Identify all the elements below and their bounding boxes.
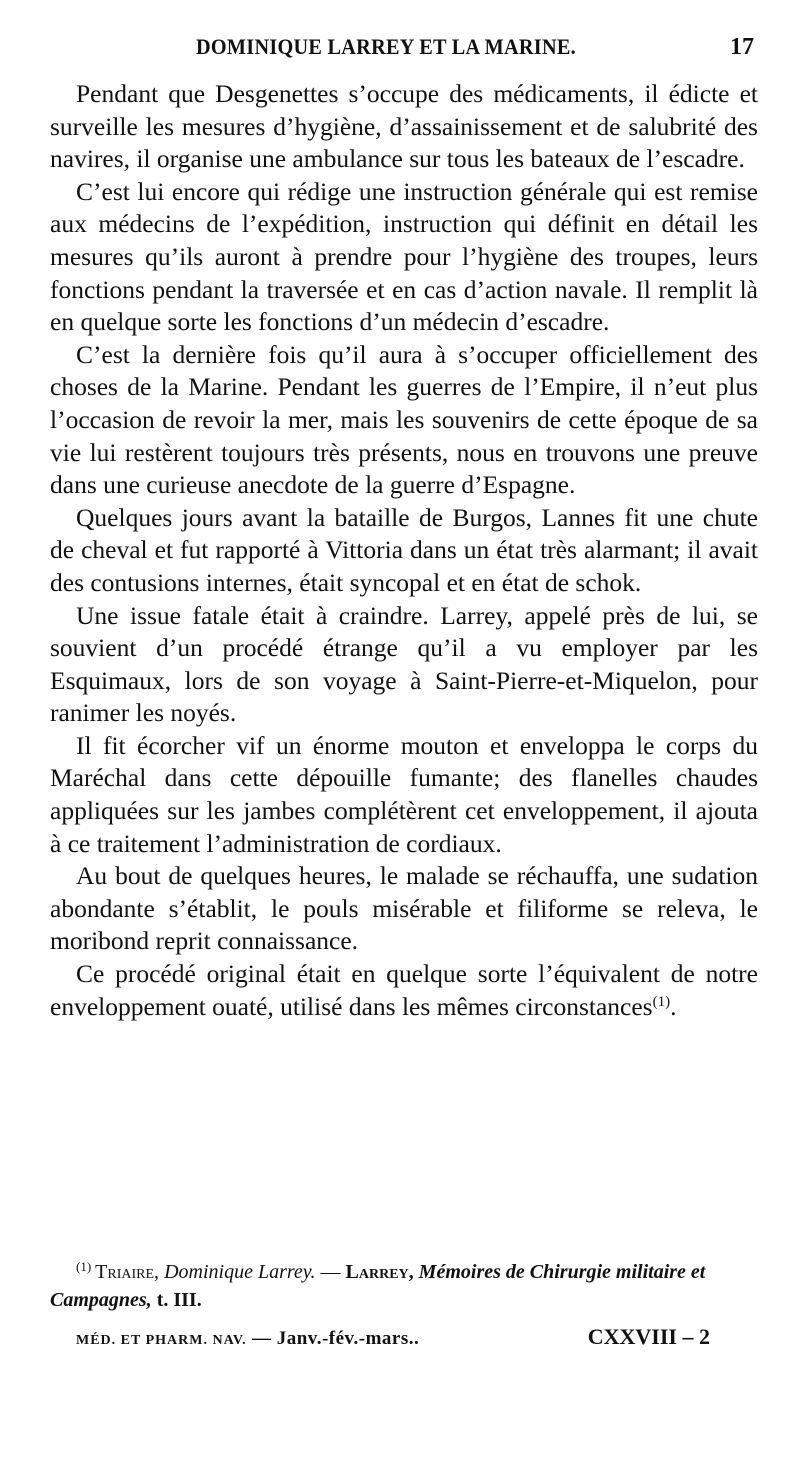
footnote-title-2: Mémoires de Chirurgie militaire et Campagnes, [50,1261,706,1311]
footnote [50,1258,762,1314]
paragraph: C’est lui encore qui rédige une instruction générale qui est remise aux médecins de l’expédition, instruction qui définit en détail les mesures qu’ils auront à prendre pour l’hygiène des troupes, leurs fonctions pendant la traversée et en cas d’action navale. Il remplit là en quelque sorte les fonctions d’un médecin d’escadre. [50,176,758,337]
signature-journal: MÉD. ET PHARM. NAV. [76,1333,247,1348]
footnote-number: (1) [76,1259,92,1274]
printer-signature [76,1324,710,1354]
paragraph: Une issue fatale était à craindre. Larrey, appelé près de lui, se souvient d’un procédé étrange qu’il a vu employer par les Esquimaux, lors de son voyage à Saint-Pierre-et-Miquelon, pour ranimer les noyés. [50,600,758,728]
footnote-title-1: Dominique Larrey. [164,1261,316,1283]
signature-left [76,1328,419,1350]
signature-issue: Janv.-fév.-mars.. [276,1328,420,1349]
footnote-separator: — [315,1261,346,1283]
paragraph: C’est la dernière fois qu’il aura à s’occuper officiellement des choses de la Marine. Pendant les guerres de l’Empire, il n’eut plus l’occasion de revoir la mer, mais les souvenirs de cette époque de sa vie lui restèrent toujours très présents, nous en trouvons une preuve dans une curieuse anecdote de la guerre d’Espagne. [50,339,758,500]
footnote-author-1: Triaire, [95,1261,160,1283]
page-number: 17 [730,34,754,60]
paragraph: Au bout de quelques heures, le malade se réchauffa, une sudation abondante s’établit, le pouls misérable et filiforme se releva, le moribond reprit connaissance. [50,861,758,956]
footnote-reference: (1) [652,993,671,1010]
paragraph-last-end: . [670,991,677,1021]
signature-volume: CXXVIII – 2 [587,1324,710,1349]
footnotes [50,1258,762,1314]
footnote-author-2: Larrey, [345,1261,414,1283]
footnote-volume: t. III. [151,1289,202,1311]
running-head: DOMINIQUE LARREY ET LA MARINE. [196,34,576,59]
paragraph: Il fit écorcher vif un énorme mouton et enveloppa le corps du Maréchal dans cette dépouille fumante; des flanelles chaudes appliquées sur les jambes complétèrent cet enveloppement, il ajouta à ce traitement l’administration de cordiaux. [50,730,758,858]
paragraph: Pendant que Desgenettes s’occupe des médicaments, il édicte et surveille les mesures d’hygiène, d’assainissement et de salubrité des navires, il organise une ambulance sur tous les bateaux de l’escadre. [50,79,758,174]
paragraph-last-text: Ce procédé original était en quelque sorte l’équivalent de notre enveloppement ouaté, utilisé dans les mêmes circonstances [50,959,758,1021]
paragraph: Quelques jours avant la bataille de Burgos, Lannes fit une chute de cheval et fut rapporté à Vittoria dans un état très alarmant; il avait des contusions internes, était syncopal et en état de schok. [50,502,758,597]
body-text [50,78,758,1023]
signature-dash: — [246,1328,277,1349]
paragraph-last [50,958,758,1023]
page-header [50,34,756,68]
